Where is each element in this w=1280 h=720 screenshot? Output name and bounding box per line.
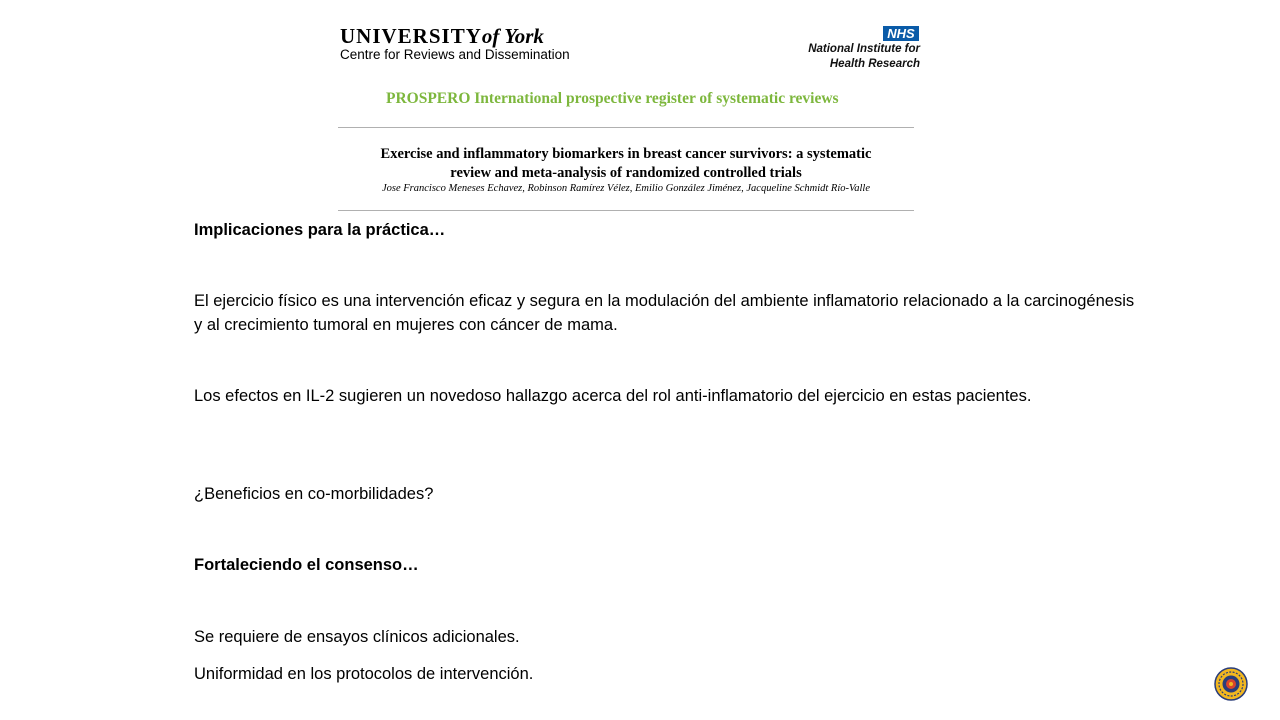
paragraph-efficacy: El ejercicio físico es una intervención eficaz y segura en la modulación del ambiente inflamatorio relacionado a la carcinogénesis y al crecimiento tumoral en mujeres con cáncer de mama. (194, 292, 1135, 334)
paper-title-line-2: review and meta-analysis of randomized controlled trials (450, 165, 802, 181)
paper-title (338, 145, 914, 183)
paragraph-il2: Los efectos en IL-2 sugieren un novedoso hallazgo acerca del rol anti-inflamatorio del ejercicio en estas pacientes. (194, 387, 1032, 405)
nhs-badge: NHS (883, 26, 919, 41)
university-seal-icon (1214, 667, 1248, 701)
heading-consensus: Fortaleciendo el consenso… (194, 556, 419, 574)
paragraph-protocols: Uniformidad en los protocolos de intervención. (194, 665, 534, 683)
paragraph-comorbidities: ¿Beneficios en co-morbilidades? (194, 485, 434, 503)
university-of-york-logo (340, 24, 544, 49)
divider-bottom (338, 210, 914, 211)
university-suffix: of York (481, 24, 544, 48)
university-prefix: UNIVERSITY (340, 24, 482, 48)
centre-name: Centre for Reviews and Dissemination (340, 47, 570, 62)
paragraph-trials: Se requiere de ensayos clínicos adicionales. (194, 628, 520, 646)
nihr-line-1: National Institute for (808, 43, 920, 55)
heading-implications: Implicaciones para la práctica… (194, 221, 446, 239)
register-title: PROSPERO International prospective register of systematic reviews (386, 90, 839, 107)
paper-title-line-1: Exercise and inflammatory biomarkers in breast cancer survivors: a systematic (380, 146, 872, 162)
header-banner (338, 18, 920, 214)
paper-authors: Jose Francisco Meneses Echavez, Robinson Ramírez Vélez, Emilio González Jiménez, Jacqueline Schmidt Río-Valle (381, 183, 871, 194)
divider-top (338, 127, 914, 128)
nihr-line-2: Health Research (829, 58, 920, 70)
nihr-name (808, 42, 920, 72)
